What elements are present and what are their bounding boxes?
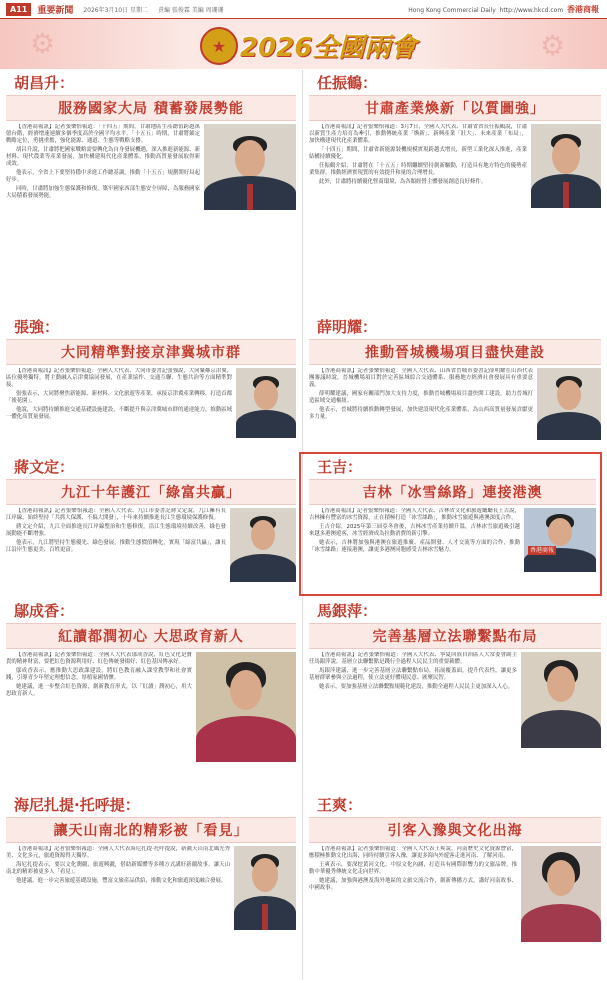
article-paragraph: 【香港商報訊】記者張樂怡報道：「十四五」期間，甘肅地區生產總值跨越萬億台階，經濟增速連續多個季度高於全國平均水平。「十五五」時期，甘肅將錨定戰略定位，勇挑重擔，強化能源、通道、生態等戰略支撐。: [6, 124, 200, 144]
portrait-photo: [204, 124, 296, 210]
article-person-name: 王吉：: [317, 458, 363, 476]
portrait-photo: [537, 368, 601, 440]
article-paragraph: 王吉介紹，2025年第三屆亞冬會後，吉林冰雪產業持續升溫，吉林冰雪旅遊吸引越來越多港澳遊客，冰雪經濟成為拉動消費的新引擎。: [309, 524, 520, 537]
portrait-photo: [230, 508, 296, 582]
article-paragraph: 她建議，進一步整合紅色資源，創新教育形式，以「紅讀」潤初心，用大思政育新人。: [6, 684, 192, 697]
article-paragraph: 他表示，晉城將持續推動轉型發展，加快建設現代化產業體系，為山西高質量發展貢獻更多力量。: [309, 407, 533, 420]
portrait-photo: [531, 124, 601, 208]
article-ren-zhenhe: [303, 72, 607, 312]
portrait-photo: [234, 846, 296, 930]
article-headline: 紅讀都潤初心 大思政育新人: [6, 623, 296, 649]
article-paragraph: 王爽表示，要深挖黃河文化、中原文化內涵，打造具有國際影響力的文旅品牌，推動中華優秀傳統文化走向世界。: [309, 862, 517, 875]
portrait-photo: [521, 652, 601, 748]
article-paragraph: 【香港商報訊】記者張樂怡報道：全國人大代表、山西省晉城市委書記薛明耀在山西代表團審議時說，晉城機場項目對於完善區域綜合交通體系、服務地方經濟社會發展具有重要意義。: [309, 368, 533, 388]
paper-english-name: Hong Kong Commercial Daily: [408, 6, 496, 14]
gear-decoration-icon: ⚙: [540, 29, 566, 62]
article-paragraph: 他表示，全省上下要堅持穩中求進工作總基調，推動「十五五」規劃開好局起好步。: [6, 170, 200, 183]
article-headline: 完善基層立法聯繫點布局: [309, 623, 601, 649]
article-xue-mingyao: [303, 316, 607, 452]
article-body: [309, 846, 601, 983]
article-headline: 九江十年護江「綠富共贏」: [6, 479, 296, 505]
article-headline: 引客入豫與文化出海: [309, 817, 601, 843]
paper-chinese-name: 香港商報: [567, 4, 599, 14]
article-paragraph: 同時，甘肅將加強生態保護和修復，築牢國家西部生態安全屏障，為服務國家大局積蓄發展勢能。: [6, 186, 200, 199]
article-person-name: 王爽：: [317, 796, 363, 814]
article-body: [6, 124, 296, 314]
article-person-name: 鄔成香：: [14, 602, 75, 620]
article-wu-chengxiang: [0, 600, 302, 790]
article-paragraph: 薛明耀建議，國家有關部門加大支持力度，推動晉城機場項目盡快開工建設，助力晉城打造區域交通樞紐。: [309, 391, 533, 404]
article-headline: 推動晉城機場項目盡快建設: [309, 339, 601, 365]
portrait-photo: [521, 846, 601, 942]
article-body: [309, 368, 601, 460]
article-hainizhati: [0, 794, 302, 980]
article-paragraph: 她表示，要加強基層立法聯繫點規範化建設，推動全過程人民民主更加深入人心。: [319, 684, 514, 690]
article-paragraph: 她表示，吉林將加強與港澳在旅遊推廣、產品開發、人才交流等方面的合作，推動「冰雪絲路」連接港澳，讓更多港澳同胞感受吉林冰雪魅力。: [309, 540, 520, 553]
article-person-name: 蔣文定：: [14, 458, 75, 476]
article-person-name: 馬銀萍：: [317, 602, 378, 620]
article-body: [309, 124, 601, 314]
article-hu-changsheng: [0, 72, 302, 312]
article-paragraph: 他說，大同將持續推進交通基礎設施建設，不斷提升與京津冀城市群的通達能力，推動區域一體化高質量發展。: [6, 407, 232, 420]
article-headline: 服務國家大局 積蓄發展勢能: [6, 95, 296, 121]
article-jiang-wending: [0, 456, 302, 596]
banner-title: 2026全國兩會: [240, 33, 417, 63]
article-paragraph: 【香港商報訊】記者張樂怡報道：全國人大代表、大同市委書記張強說，大同緊鄰京津冀，區位優勢獨特，將主動融入京津冀協同發展，在產業協作、交通互聯、生態共治等方面精準對接。: [6, 368, 232, 388]
article-body: [6, 846, 296, 983]
article-paragraph: 胡昌升說，甘肅將把國家戰略需要轉化為自身發展機遇，深入推進新能源、新材料、現代農業等產業發展，加快構建現代化產業體系，推動高質量發展取得新成效。: [6, 147, 200, 167]
article-paragraph: 他表示，九江將堅持生態優先、綠色發展，推動生態價值轉化，實現「綠富共贏」，讓長江沿岸生態更美、百姓更富。: [6, 540, 226, 553]
article-paragraph: 【香港商報訊】記者張樂怡報道：3月7日，全國人大代表、甘肅省省長任振鶴說，甘肅以新質生產力培育為牽引，推動傳統產業「煥新」、新興產業「壯大」、未來產業「布局」，加快構建現代化產業體系。: [309, 124, 527, 144]
article-ma-yinping: [303, 600, 607, 790]
article-headline: 讓天山南北的精彩被「看見」: [6, 817, 296, 843]
article-paragraph: 【香港商報訊】記者張樂怡報道：全國人大代表王爽說，河南歷史文化資源豐富，應積極推動文化出海，同時持續引客入豫，讓更多海內外遊客走進河南、了解河南。: [309, 846, 517, 859]
article-person-name: 張強：: [14, 318, 60, 336]
page-number: A11: [6, 3, 31, 16]
article-paragraph: 【香港商報訊】記者張樂怡報道：全國人大代表、吉林省文化和旅遊廳廳長王吉說，吉林擁有豐富的冰雪資源，正在積極打造「冰雪絲路」，推動冰雪旅遊與港澳深度合作。: [309, 508, 520, 521]
article-person-name: 薛明耀：: [317, 318, 378, 336]
editor-line: 責編 張俊霖 美編 周珊珊: [157, 6, 224, 14]
article-paragraph: 張強表示，大同將聚焦新能源、新材料、文化旅遊等產業，承接京津冀產業轉移，打造首都「後花園」。: [6, 391, 232, 404]
article-paragraph: 任振鶴介紹，甘肅將在「十五五」時期繼續堅持創新驅動，打造具有地方特色的優勢產業集群，推動經濟實現質的有效提升和量的合理增長。: [309, 163, 527, 176]
article-body: [6, 652, 296, 798]
national-emblem-icon: ★: [200, 27, 238, 65]
article-paragraph: 此外，甘肅將持續優化營商環境，為各類經營主體發展創造良好條件。: [319, 179, 487, 185]
article-paragraph: 【香港商報訊】記者張樂怡報道：全國人大代表鄔成香說，紅色文化是寶貴的精神財富，要把紅色資源利用好、紅色傳統發揚好、紅色基因傳承好。: [6, 652, 192, 665]
section-title: 重要新聞: [37, 5, 74, 16]
paper-url: http://www.hkcd.com: [499, 6, 564, 14]
article-paragraph: 他建議，進一步完善旅遊基礎設施，豐富文旅產品供給，推動文化和旅遊深度融合發展。: [16, 878, 227, 884]
article-paragraph: 馬銀萍建議，進一步完善基層立法聯繫點布局，拓展覆蓋面，提升代表性，讓更多基層群眾參與立法過程，使立法更好體現民意、匯聚民智。: [309, 668, 517, 681]
article-headline: 大同精準對接京津冀城市群: [6, 339, 296, 365]
microphone-logo-icon: 香港商報: [530, 547, 555, 554]
article-person-name: 任振鶴：: [317, 74, 378, 92]
date-line: 2026年3月10日 星期二: [83, 6, 148, 14]
article-person-name: 海尼扎提·托呼提：: [14, 796, 140, 814]
article-paragraph: 海尼扎提表示，要以文化潤疆、旅遊興疆，借助新媒體等多種方式講好新疆故事，讓天山南北的精彩被更多人「看見」。: [6, 862, 230, 875]
article-paragraph: 鄔成香表示，應推動大思政課建設，將紅色教育融入課堂教學和社會實踐，引導青少年堅定理想信念，厚植家國情懷。: [6, 668, 192, 681]
article-zhang-qiang: [0, 316, 302, 452]
article-wang-shuang: [303, 794, 607, 980]
article-paragraph: 「十四五」期間，甘肅省新能源裝機規模實現跨越式增長，新型工業化深入推進，產業結構持續優化。: [309, 147, 527, 160]
article-paragraph: 【香港商報訊】記者張樂怡報道：全國人大代表、九江市委書記蔣文定說，九江擁有長江岸線，始終堅持「共抓大保護、不搞大開發」，十年來持續推進長江生態環境保護修復。: [6, 508, 226, 521]
portrait-photo: [196, 652, 296, 762]
page-header: [0, 0, 607, 19]
article-person-name: 胡昌升：: [14, 74, 75, 92]
article-paragraph: 她建議，加強與港澳及海外地區的文旅交流合作，創新傳播方式，講好河南故事、中國故事。: [309, 878, 517, 891]
paper-masthead: [408, 4, 599, 15]
article-body: [6, 508, 296, 604]
gear-decoration-icon: ⚙: [30, 27, 56, 60]
portrait-photo: [236, 368, 296, 438]
article-paragraph: 【香港商報訊】記者張樂怡報道：全國人大代表、寧夏回族自治區人大常委會副主任馬銀萍說，基層立法聯繫點是踐行全過程人民民主的重要載體。: [309, 652, 517, 665]
article-headline: 甘肅產業煥新「以質圖強」: [309, 95, 601, 121]
article-body: [309, 652, 601, 798]
article-headline: 吉林「冰雪絲路」連接港澳: [309, 479, 596, 505]
two-sessions-banner: [0, 19, 607, 69]
article-paragraph: 【香港商報訊】記者張樂怡報道：全國人大代表海尼扎提·托呼提說，新疆天山南北風光秀美、文化多元，旅遊資源得天獨厚。: [6, 846, 230, 859]
highlight-outline: [299, 452, 602, 596]
article-body: [6, 368, 296, 460]
article-paragraph: 蔣文定介紹，九江全面推進長江岸線整治和生態修復，沿江生態環境持續改善，綠色發展動能不斷增強。: [6, 524, 226, 537]
